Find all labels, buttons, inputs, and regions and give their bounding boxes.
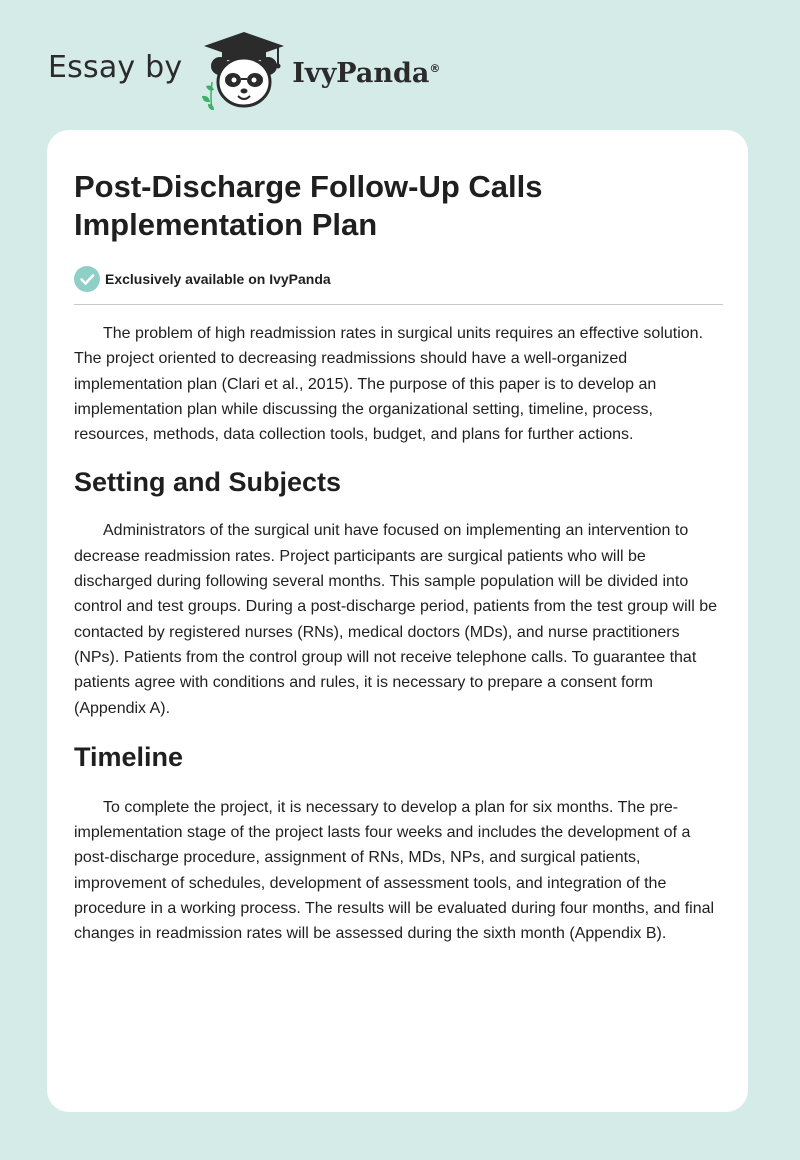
exclusive-badge xyxy=(74,266,721,292)
page-title: Post-Discharge Follow-Up Calls Implementation Plan xyxy=(74,169,543,242)
brand-name[interactable]: IvyPanda® xyxy=(292,57,441,89)
section-heading-setting: Setting and Subjects xyxy=(74,467,342,498)
section-paragraph-setting: Administrators of the surgical unit have focused on implementing an intervention to decrease readmission rates. Project participants are surgical patients who will be discharged during following several months. This sample population will be divided into control and test groups. During a post-discharge period, patients from the test group will be contacted by registered nurses (RNs), medical doctors (MDs), and nurse practitioners (NPs). Patients from the control group will not receive telephone calls. To guarantee that patients agree with conditions and rules, it is necessary to prepare a consent form (Appendix A). xyxy=(74,522,718,717)
registered-mark: ® xyxy=(429,61,441,75)
check-circle-icon xyxy=(74,266,100,292)
badge-label: Exclusively available on IvyPanda xyxy=(105,271,331,287)
brand-prefix: Essay by xyxy=(48,49,183,85)
section-heading-timeline: Timeline xyxy=(74,741,184,772)
section-paragraph-timeline: To complete the project, it is necessary to develop a plan for six months. The pre-implementation stage of the project lasts four weeks and includes the development of a post-discharge procedure, assignment of RNs, MDs, NPs, and surgical patients, improvement of schedules, development of assessment tools, and integration of the procedure in a working process. The results will be evaluated during four months, and final changes in readmission rates will be assessed during the sixth month (Appendix B). xyxy=(74,798,715,943)
essay-card xyxy=(47,130,748,1112)
intro-paragraph: The problem of high readmission rates in surgical units requires an effective solution. The project oriented to decreasing readmissions should have a well-organized implementation plan (Clari et al., 2015). The purpose of this paper is to develop an implementation plan while discussing the organizational setting, timeline, process, resources, methods, data collection tools, budget, and plans for further actions. xyxy=(74,325,704,444)
divider xyxy=(74,304,723,305)
site-header xyxy=(48,30,440,110)
panda-logo-icon[interactable] xyxy=(198,30,290,110)
